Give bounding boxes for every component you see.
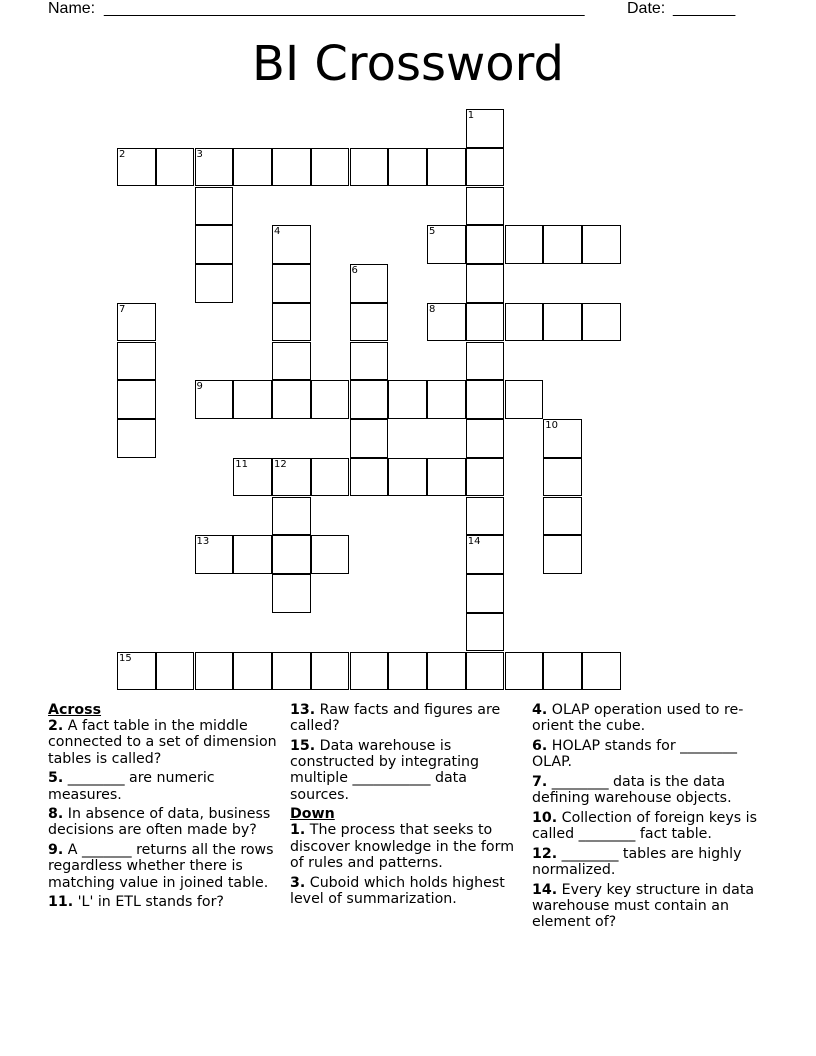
grid-cell[interactable] <box>543 225 582 264</box>
grid-cell[interactable] <box>311 535 350 574</box>
grid-cell[interactable] <box>466 148 505 187</box>
grid-cell[interactable] <box>543 652 582 691</box>
clue-across-2: 2. A fact table in the middle connected to a set of dimension tables is called? <box>48 718 277 767</box>
cell-number: 15 <box>119 652 132 664</box>
cell-number: 8 <box>429 303 436 315</box>
grid-cell[interactable] <box>117 342 156 381</box>
clue-down-7: 7. ________ data is the data defining warehouse objects. <box>532 773 732 807</box>
grid-cell[interactable] <box>156 148 195 187</box>
grid-cell[interactable] <box>388 458 427 497</box>
grid-cell[interactable] <box>117 380 156 419</box>
grid-cell[interactable] <box>505 225 544 264</box>
grid-cell[interactable] <box>195 652 234 691</box>
cell-number: 6 <box>351 265 358 276</box>
cell-number: 7 <box>119 303 126 315</box>
grid-cell[interactable] <box>311 458 350 497</box>
clue-column-3 <box>532 702 768 934</box>
date-label: Date: <box>627 0 666 17</box>
cell-number: 2 <box>119 148 126 160</box>
crossword-grid <box>117 109 622 693</box>
grid-cell[interactable] <box>466 535 505 574</box>
date-blank-line[interactable]: _______ <box>673 0 736 17</box>
grid-cell[interactable] <box>195 148 234 187</box>
grid-cell[interactable] <box>350 342 389 381</box>
cell-number: 12 <box>274 458 287 470</box>
grid-cell[interactable] <box>272 652 311 691</box>
clue-across-15: 15. Data warehouse is constructed by integrating multiple ___________ data sources. <box>290 737 480 803</box>
grid-cell[interactable] <box>543 535 582 574</box>
grid-cell[interactable] <box>543 458 582 497</box>
grid-cell[interactable] <box>466 419 505 458</box>
clue-down-1: 1. The process that seeks to discover knowledge in the form of rules and patterns. <box>290 822 515 871</box>
clue-down-12: 12. ________ tables are highly normalized. <box>532 845 742 878</box>
grid-cell[interactable] <box>505 380 544 419</box>
grid-cell[interactable] <box>466 225 505 264</box>
grid-cell[interactable] <box>195 225 234 264</box>
grid-cell[interactable] <box>582 303 621 342</box>
grid-cell[interactable] <box>233 458 272 497</box>
grid-cell[interactable] <box>466 303 505 342</box>
grid-cell[interactable] <box>466 497 505 536</box>
grid-cell[interactable] <box>466 342 505 381</box>
cell-number: 9 <box>196 381 203 393</box>
grid-cell[interactable] <box>543 303 582 342</box>
clue-down-4: 4. OLAP operation used to re-orient the cube. <box>532 702 744 735</box>
clue-column-1 <box>48 702 280 914</box>
clue-across-11: 11. 'L' in ETL stands for? <box>48 894 224 911</box>
grid-cell[interactable] <box>350 303 389 342</box>
grid-cell[interactable] <box>543 419 582 458</box>
down-heading: Down <box>290 806 335 823</box>
grid-cell[interactable] <box>233 148 272 187</box>
grid-cell[interactable] <box>272 148 311 187</box>
grid-cell[interactable] <box>427 148 466 187</box>
grid-cell[interactable] <box>466 574 505 613</box>
grid-cell[interactable] <box>195 187 234 226</box>
grid-cell[interactable] <box>427 225 466 264</box>
clue-across-13: 13. Raw facts and figures are called? <box>290 702 501 735</box>
grid-cell[interactable] <box>582 652 621 691</box>
grid-cell[interactable] <box>466 613 505 652</box>
grid-cell[interactable] <box>272 264 311 303</box>
grid-cell[interactable] <box>466 652 505 691</box>
across-heading: Across <box>48 702 102 718</box>
grid-cell[interactable] <box>466 109 505 148</box>
grid-cell[interactable] <box>272 574 311 613</box>
grid-cell[interactable] <box>350 652 389 691</box>
grid-cell[interactable] <box>195 380 234 419</box>
grid-cell[interactable] <box>582 225 621 264</box>
grid-cell[interactable] <box>195 535 234 574</box>
grid-cell[interactable] <box>272 225 311 264</box>
clue-across-9: 9. A _______ returns all the rows regardless whether there is matching value in joined table. <box>48 842 274 891</box>
grid-cell[interactable] <box>311 148 350 187</box>
grid-cell[interactable] <box>350 419 389 458</box>
grid-cell[interactable] <box>233 535 272 574</box>
grid-cell[interactable] <box>272 303 311 342</box>
grid-cell[interactable] <box>272 380 311 419</box>
grid-cell[interactable] <box>505 303 544 342</box>
grid-cell[interactable] <box>427 652 466 691</box>
grid-cell[interactable] <box>117 303 156 342</box>
grid-cell[interactable] <box>466 187 505 226</box>
grid-cell[interactable] <box>466 380 505 419</box>
grid-cell[interactable] <box>388 148 427 187</box>
name-blank-line[interactable]: ______________________________________________________ <box>104 0 585 17</box>
clue-down-10: 10. Collection of foreign keys is called ________ fact table. <box>532 809 757 842</box>
cell-number: 10 <box>545 420 558 431</box>
grid-cell[interactable] <box>350 380 389 419</box>
grid-cell[interactable] <box>156 652 195 691</box>
cell-number: 14 <box>467 536 481 548</box>
grid-cell[interactable] <box>233 652 272 691</box>
grid-cell[interactable] <box>427 303 466 342</box>
clue-down-14: 14. Every key structure in data warehouse must contain an element of? <box>532 881 755 930</box>
clue-column-2 <box>290 702 522 910</box>
grid-cell[interactable] <box>195 264 234 303</box>
grid-cell[interactable] <box>117 148 156 187</box>
grid-cell[interactable] <box>311 652 350 691</box>
grid-cell[interactable] <box>117 419 156 458</box>
grid-cell[interactable] <box>311 380 350 419</box>
grid-cell[interactable] <box>505 652 544 691</box>
grid-cell[interactable] <box>272 535 311 574</box>
grid-cell[interactable] <box>543 497 582 536</box>
grid-cell[interactable] <box>272 342 311 381</box>
header <box>48 0 748 22</box>
cell-number: 13 <box>196 536 210 548</box>
clue-across-5: 5. ________ are numeric measures. <box>48 770 215 803</box>
grid-cell[interactable] <box>233 380 272 419</box>
name-label: Name: <box>48 0 96 17</box>
cell-number: 5 <box>429 226 436 238</box>
clue-down-3: 3. Cuboid which holds highest level of summarization. <box>290 874 505 907</box>
grid-cell[interactable] <box>388 380 427 419</box>
page-title: BI Crossword <box>252 36 564 92</box>
cell-number: 1 <box>467 110 475 121</box>
grid-cell[interactable] <box>466 458 505 497</box>
cell-number: 11 <box>235 458 248 470</box>
grid-cell[interactable] <box>350 264 389 303</box>
clue-down-6: 6. HOLAP stands for ________ OLAP. <box>532 737 737 771</box>
grid-cell[interactable] <box>427 458 466 497</box>
cell-number: 3 <box>196 148 203 160</box>
grid-cell[interactable] <box>350 148 389 187</box>
grid-cell[interactable] <box>117 652 156 691</box>
grid-cell[interactable] <box>350 458 389 497</box>
grid-cell[interactable] <box>427 380 466 419</box>
grid-cell[interactable] <box>388 652 427 691</box>
grid-cell[interactable] <box>466 264 505 303</box>
grid-cell[interactable] <box>272 458 311 497</box>
grid-cell[interactable] <box>272 497 311 536</box>
cell-number: 4 <box>274 226 281 238</box>
clue-across-8: 8. In absence of data, business decisions are often made by? <box>48 806 271 839</box>
